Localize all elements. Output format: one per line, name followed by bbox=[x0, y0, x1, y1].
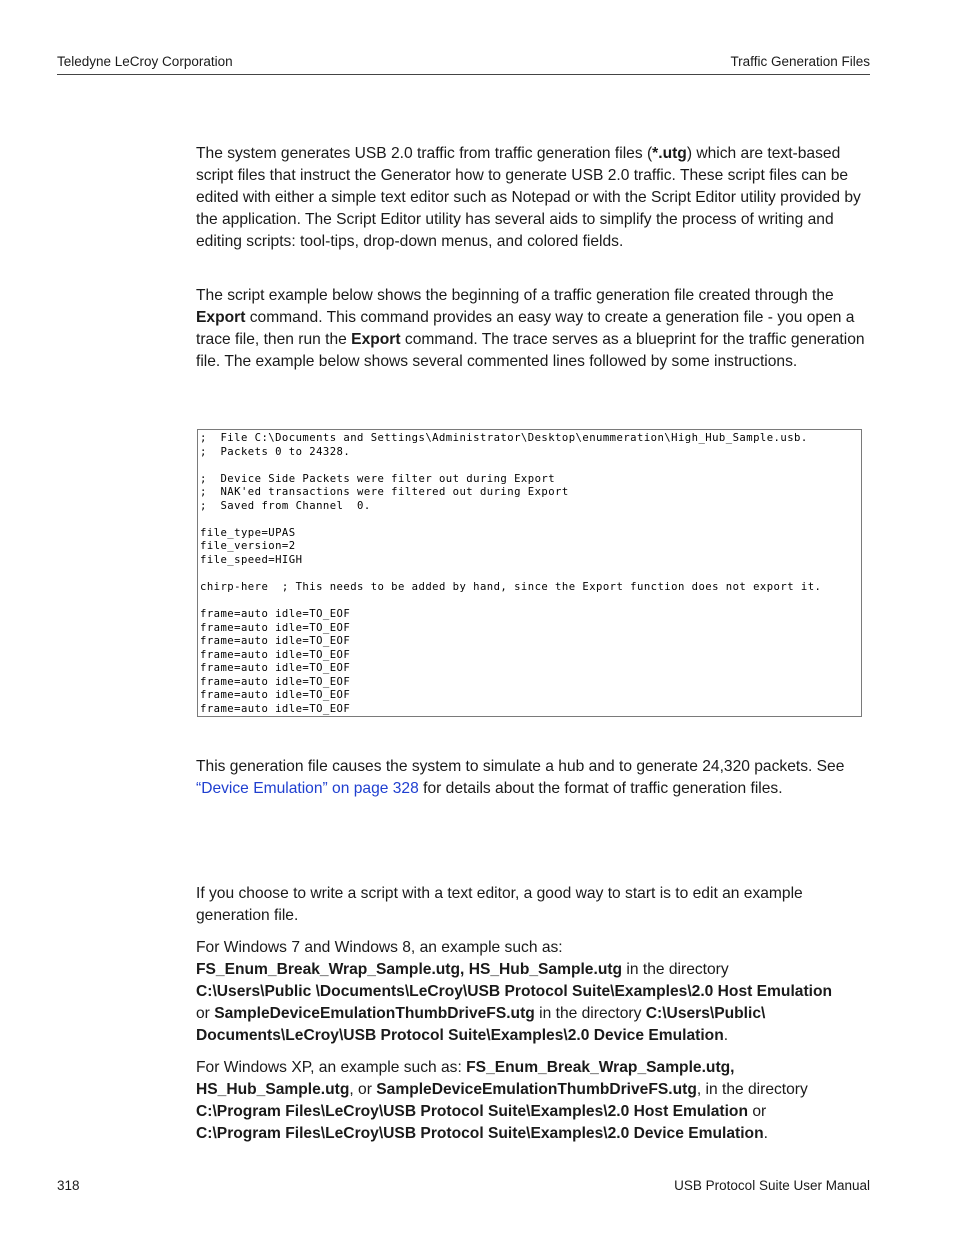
code-line: frame=auto idle=TO_EOF bbox=[200, 689, 351, 702]
win78-text-2: in the directory bbox=[622, 961, 729, 978]
code-line: ; Saved from Channel 0. bbox=[200, 499, 371, 512]
example-intro-text-1: The script example below shows the beginning of a traffic generation file created through the bbox=[196, 287, 834, 304]
code-line: frame=auto idle=TO_EOF bbox=[200, 648, 351, 661]
winxp-host-directory: C:\Program Files\LeCroy\USB Protocol Suite\Examples\2.0 Host Emulation bbox=[196, 1103, 748, 1120]
script-example-code bbox=[198, 430, 861, 716]
intro-paragraph bbox=[196, 143, 871, 253]
page-number: 318 bbox=[57, 1178, 80, 1193]
code-line: file_type=UPAS bbox=[200, 526, 296, 539]
windows-xp-paragraph bbox=[196, 1057, 871, 1145]
win78-text-4: in the directory bbox=[534, 1005, 646, 1022]
win78-files-1: FS_Enum_Break_Wrap_Sample.utg, HS_Hub_Sample.utg bbox=[196, 961, 623, 978]
utg-extension: *.utg bbox=[652, 145, 687, 162]
header-section-title: Traffic Generation Files bbox=[730, 54, 870, 69]
win78-device-directory: C:\Users\Public\ Documents\LeCroy\USB Protocol Suite\Examples\2.0 Device Emulation bbox=[196, 1005, 766, 1044]
code-line: chirp-here ; This needs to be added by hand, since the Export function does not export it. bbox=[200, 581, 822, 594]
winxp-text-3: , in the directory bbox=[696, 1081, 808, 1098]
winxp-text-4: or bbox=[747, 1103, 767, 1120]
win78-text-3: or bbox=[196, 1005, 215, 1022]
winxp-device-directory: C:\Program Files\LeCroy\USB Protocol Suite\Examples\2.0 Device Emulation bbox=[196, 1125, 764, 1142]
example-intro-paragraph bbox=[196, 285, 871, 373]
winxp-files-2: SampleDeviceEmulationThumbDriveFS.utg bbox=[376, 1081, 697, 1098]
code-line: frame=auto idle=TO_EOF bbox=[200, 621, 351, 634]
winxp-text-5: . bbox=[763, 1125, 768, 1142]
win78-text-5: . bbox=[723, 1027, 729, 1044]
code-line: ; Packets 0 to 24328. bbox=[200, 445, 351, 458]
page-header bbox=[57, 52, 870, 75]
code-line: ; File C:\Documents and Settings\Administrator\Desktop\enummeration\High_Hub_Sample.usb. bbox=[200, 432, 808, 444]
intro-text-2: ) which are text-based script files that instruct the Generator how to generate USB 2.0 traffic. These script files can be edited with either a simple text editor such as Notepad or with the Script Editor utility provided by the application. The Script Editor utility has several aids to simplify the process of writing and editing scripts: tool-tips, drop-down menus, and colored fields. bbox=[196, 145, 861, 250]
export-command-1: Export bbox=[196, 309, 246, 326]
export-command-2: Export bbox=[351, 331, 401, 348]
code-line: frame=auto idle=TO_EOF bbox=[200, 675, 351, 688]
example-intro-text-3: command. The trace serves as a blueprint for the traffic generation file. The example below shows several commented lines followed by some instructions. bbox=[196, 331, 865, 370]
winxp-files-1: FS_Enum_Break_Wrap_Sample.utg, HS_Hub_Sample.utg bbox=[196, 1059, 735, 1098]
after-code-text-2: for details about the format of traffic generation files. bbox=[418, 780, 783, 797]
text-editor-paragraph bbox=[196, 883, 871, 927]
script-example-box bbox=[197, 429, 862, 717]
page-footer bbox=[57, 1177, 870, 1197]
windows-7-8-paragraph bbox=[196, 937, 871, 1047]
code-line: frame=auto idle=TO_EOF bbox=[200, 702, 351, 715]
win78-text-1: For Windows 7 and Windows 8, an example such as: bbox=[196, 939, 563, 956]
header-company: Teledyne LeCroy Corporation bbox=[57, 54, 233, 69]
after-code-text-1: This generation file causes the system to simulate a hub and to generate 24,320 packets. See bbox=[196, 758, 845, 775]
example-intro-text-2: command. This command provides an easy way to create a generation file - you open a trace file, then run the bbox=[196, 309, 855, 348]
text-editor-text: If you choose to write a script with a text editor, a good way to start is to edit an example generation file. bbox=[196, 885, 803, 924]
manual-title: USB Protocol Suite User Manual bbox=[674, 1178, 870, 1193]
winxp-text-2: , or bbox=[349, 1081, 377, 1098]
code-line: ; NAK'ed transactions were filtered out during Export bbox=[200, 486, 569, 499]
intro-text-1: The system generates USB 2.0 traffic from traffic generation files ( bbox=[196, 145, 653, 162]
code-line: frame=auto idle=TO_EOF bbox=[200, 662, 351, 675]
code-line: frame=auto idle=TO_EOF bbox=[200, 635, 351, 648]
code-line: frame=auto idle=TO_EOF bbox=[200, 608, 351, 621]
win78-files-2: SampleDeviceEmulationThumbDriveFS.utg bbox=[214, 1005, 535, 1022]
win78-host-directory: C:\Users\Public \Documents\LeCroy\USB Protocol Suite\Examples\2.0 Host Emulation bbox=[196, 983, 833, 1000]
device-emulation-link[interactable]: “Device Emulation” on page 328 bbox=[196, 780, 419, 797]
code-line: ; Device Side Packets were filter out during Export bbox=[200, 472, 556, 485]
winxp-text-1: For Windows XP, an example such as: bbox=[196, 1059, 467, 1076]
after-code-paragraph bbox=[196, 756, 871, 800]
code-line: file_version=2 bbox=[200, 540, 296, 553]
code-line: file_speed=HIGH bbox=[200, 553, 303, 566]
